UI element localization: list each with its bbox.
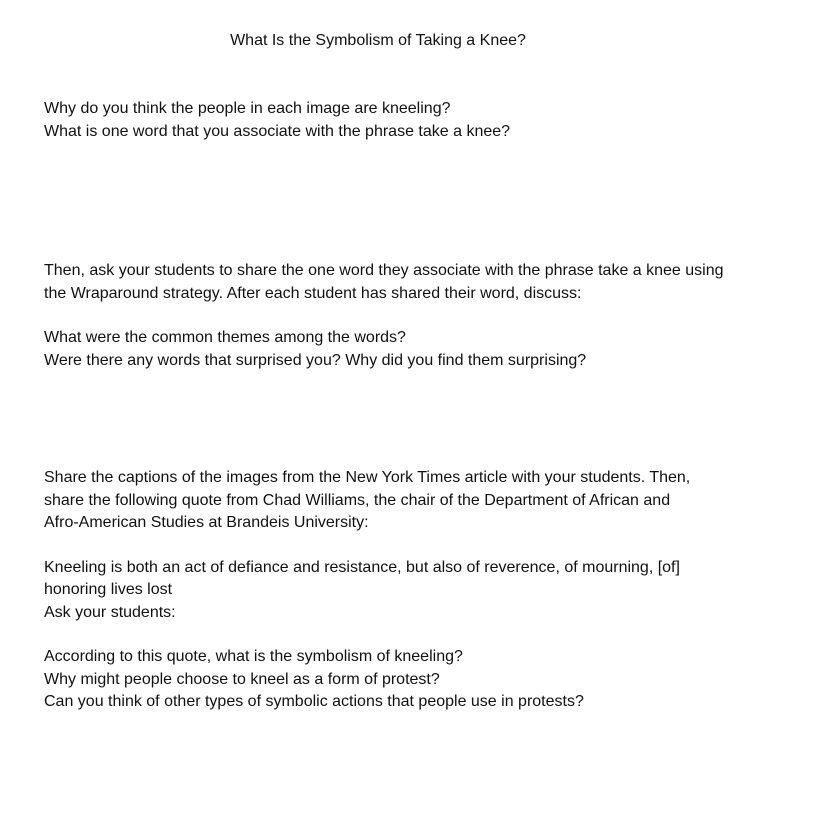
section-3: [44, 467, 804, 714]
intro-line: the Wraparound strategy. After each student has shared their word, discuss:: [44, 284, 582, 302]
paragraph-gap: [44, 624, 804, 646]
question-line: Can you think of other types of symbolic actions that people use in protests?: [44, 693, 584, 710]
intro-line: Afro-American Studies at Brandeis University:: [44, 514, 369, 531]
section-2: [44, 260, 804, 372]
quote-line: Kneeling is both an act of defiance and resistance, but also of reverence, of mourning, [of]: [44, 558, 680, 576]
section-1-questions: [44, 98, 804, 143]
intro-line: Share the captions of the images from the New York Times article with your students. Then,: [44, 469, 691, 486]
question-line: Why do you think the people in each image are kneeling?: [44, 100, 451, 117]
ask-line: Ask your students:: [44, 603, 176, 621]
quote-line: honoring lives lost: [44, 581, 173, 598]
question-line: Were there any words that surprised you? Why did you find them surprising?: [44, 351, 587, 369]
question-line: What is one word that you associate with the phrase take a knee?: [44, 122, 511, 140]
paragraph-gap: [44, 305, 804, 327]
paragraph-gap: [44, 535, 804, 557]
intro-line: share the following quote from Chad Williams, the chair of the Department of African and: [44, 491, 671, 509]
question-line: What were the common themes among the words?: [44, 329, 406, 346]
question-line: According to this quote, what is the symbolism of kneeling?: [44, 648, 463, 665]
question-line: Why might people choose to kneel as a form of protest?: [44, 670, 440, 688]
intro-line: Then, ask your students to share the one word they associate with the phrase take a knee using: [44, 262, 724, 279]
document-title: What Is the Symbolism of Taking a Knee?: [230, 32, 526, 49]
